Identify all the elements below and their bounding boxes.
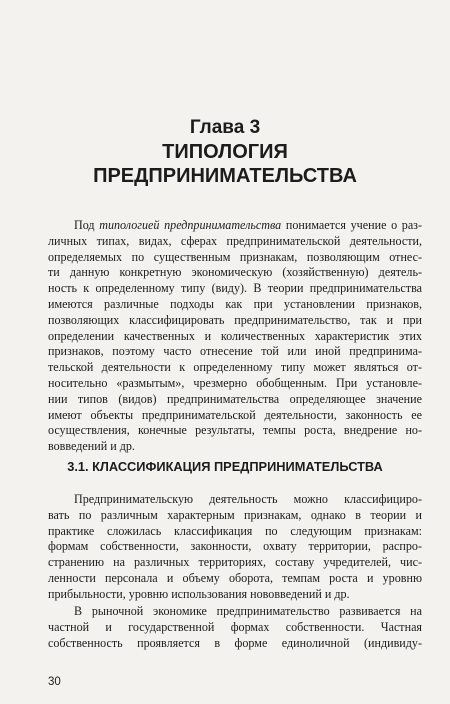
text-line: ти данную конкретную экономическую (хозяйственную) деятель- [48,265,422,280]
text-line: тельской деятельности к определенному типу может являться от- [48,360,422,375]
text-line: практике сложилась классификация по следующим признакам: [48,523,422,538]
text-line: собственность проявляется в форме единоличной (индивиду- [48,635,422,650]
text-line: ность к определенному типу (виду). В теории предпринимательства [48,281,422,296]
text-line: ленности персонала и объему оборота, темпам роста и уровню [48,570,422,585]
text-line: вовведений и др. [48,439,135,454]
text-line: носительно «размытым», чрезмерно обобщенным. При установле- [48,375,422,390]
page-number: 30 [48,676,61,688]
text-line: определяемых по существенным признакам, позволяющим отнес- [48,249,422,264]
text-line: определении качественных и количественных характеристик этих [48,328,422,343]
text-line: прибыльности, уровню использования нововведений и др. [48,586,350,601]
text-line: Под типологией предпринимательства понимается учение о раз- [74,218,422,232]
chapter-title [0,140,450,188]
paragraph-typology [48,218,422,455]
text-line: формам собственности, законности, охвату территории, распро- [48,539,422,554]
text-line: имеются различные подходы как при установлении признаков, [48,296,422,311]
chapter-title-line-2: ПРЕДПРИНИМАТЕЛЬСТВА [93,165,357,187]
text-line: В рыночной экономике предпринимательство развивается на [74,604,422,618]
text-line: позволяющих классифицировать предпринимательство, так и при [48,312,422,327]
section-heading: 3.1. КЛАССИФИКАЦИЯ ПРЕДПРИНИМАТЕЛЬСТВА [67,459,383,474]
term-typology: типологией предпринимательства [99,218,282,232]
text-line: личных типах, видах, сферах предпринимательской деятельности, [48,233,422,248]
text-line: нии типов (видов) предпринимательства определяющее значение [48,391,422,406]
text-line: вать по различным характерным признакам, однако в теории и [48,507,422,522]
text-line: признаков, поэтому часто отнесение той или иной предпринима- [48,344,422,359]
chapter-number: Глава 3 [189,117,261,138]
text-line: Предпринимательскую деятельность можно классифициро- [74,492,422,506]
paragraph-ownership [48,604,422,651]
text-line: имеют объекты предпринимательской деятельности, законность ее [48,407,422,422]
chapter-title-line-1: ТИПОЛОГИЯ [162,141,288,163]
text-line: странению на различных территориях, составу учредителей, чис- [48,555,422,570]
paragraph-classification [48,492,422,603]
text-line: осуществления, конечные результаты, темпы роста, внедрение но- [48,423,422,438]
text-line: частной и государственной формах собственности. Частная [48,619,422,634]
